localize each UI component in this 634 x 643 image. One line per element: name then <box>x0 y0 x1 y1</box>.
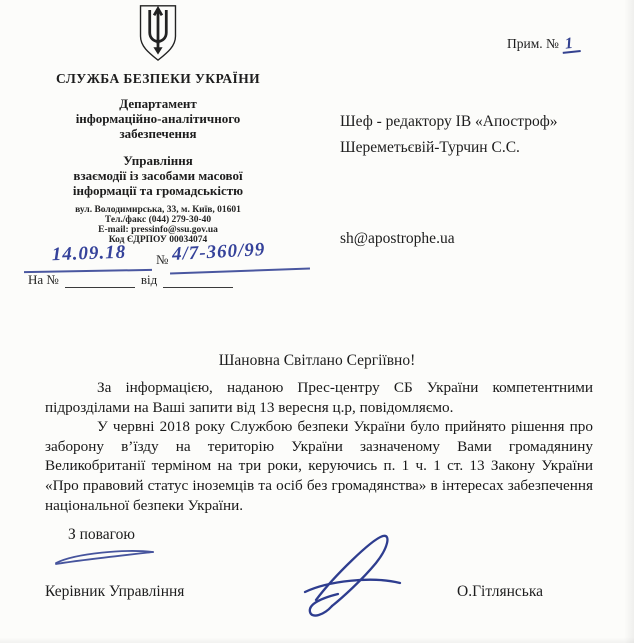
date-handwritten: 14.09.18 <box>51 241 127 266</box>
department-line: Департамент <box>119 96 197 111</box>
reply-date-blank <box>163 274 233 288</box>
division-line: взаємодії із засобами масової <box>73 168 243 183</box>
reply-label: На № <box>28 272 59 287</box>
division-line: Управління <box>123 153 193 168</box>
address-line: E-mail: pressinfo@ssu.gov.ua <box>98 225 218 235</box>
copy-number-label: Прим. № <box>507 36 559 51</box>
pen-flourish-icon <box>54 547 156 567</box>
copy-number-note <box>507 36 580 53</box>
department-name <box>20 96 296 141</box>
recipient-block <box>340 109 620 161</box>
salutation: Шановна Світлано Сергіївно! <box>218 352 416 369</box>
paragraph: У червні 2018 року Службою безпеки України було прийнято рішення про заборону в’їзду на територію України зазначеному Вами громадянину Великобританії терміном на три роки, керуючись п. 1 ч. 1 ст. 13 Закону України «Про правовий статус іноземців та осіб без громадянства» в інтересах забезпечення національної безпеки України. <box>45 418 593 514</box>
recipient-title: Шеф - редактору ІВ «Апостроф» <box>340 113 558 130</box>
address-line: вул. Володимирська, 33, м. Київ, 01601 <box>75 205 241 215</box>
number-sign: № <box>156 252 169 267</box>
handwritten-signature-icon <box>302 530 404 620</box>
department-line: забезпечення <box>119 126 197 141</box>
signer-title: Керівник Управління <box>45 583 185 600</box>
ukraine-trident-emblem-icon <box>135 4 181 62</box>
recipient-name: Шереметьєвій-Турчин С.С. <box>340 139 520 156</box>
division-name <box>20 153 296 198</box>
valediction: З повагою <box>68 526 135 543</box>
reply-reference-row <box>28 272 239 288</box>
reference-number-handwritten: 4/7-360/99 <box>171 239 266 265</box>
reply-number-blank <box>65 274 135 288</box>
copy-number-handwritten: 1 <box>561 36 581 54</box>
reply-from-label: від <box>140 272 158 287</box>
letterhead <box>20 4 296 245</box>
org-name: СЛУЖБА БЕЗПЕКИ УКРАЇНИ <box>55 71 260 86</box>
signer-name: О.Гітлянська <box>457 583 544 600</box>
division-line: інформації та громадськістю <box>72 183 244 198</box>
address-line: Тел./факс (044) 279-30-40 <box>104 215 212 225</box>
department-line: інформаційно-аналітичного <box>75 111 241 126</box>
letter-body <box>45 378 593 515</box>
paragraph: За інформацією, наданою Прес-центру СБ України компетентними підрозділами на Ваші запити від 13 вересня ц.р, повідомляємо. <box>45 379 593 416</box>
recipient-email: sh@apostrophe.ua <box>340 230 455 247</box>
address-line: Код ЄДРПОУ 00034074 <box>108 235 208 245</box>
